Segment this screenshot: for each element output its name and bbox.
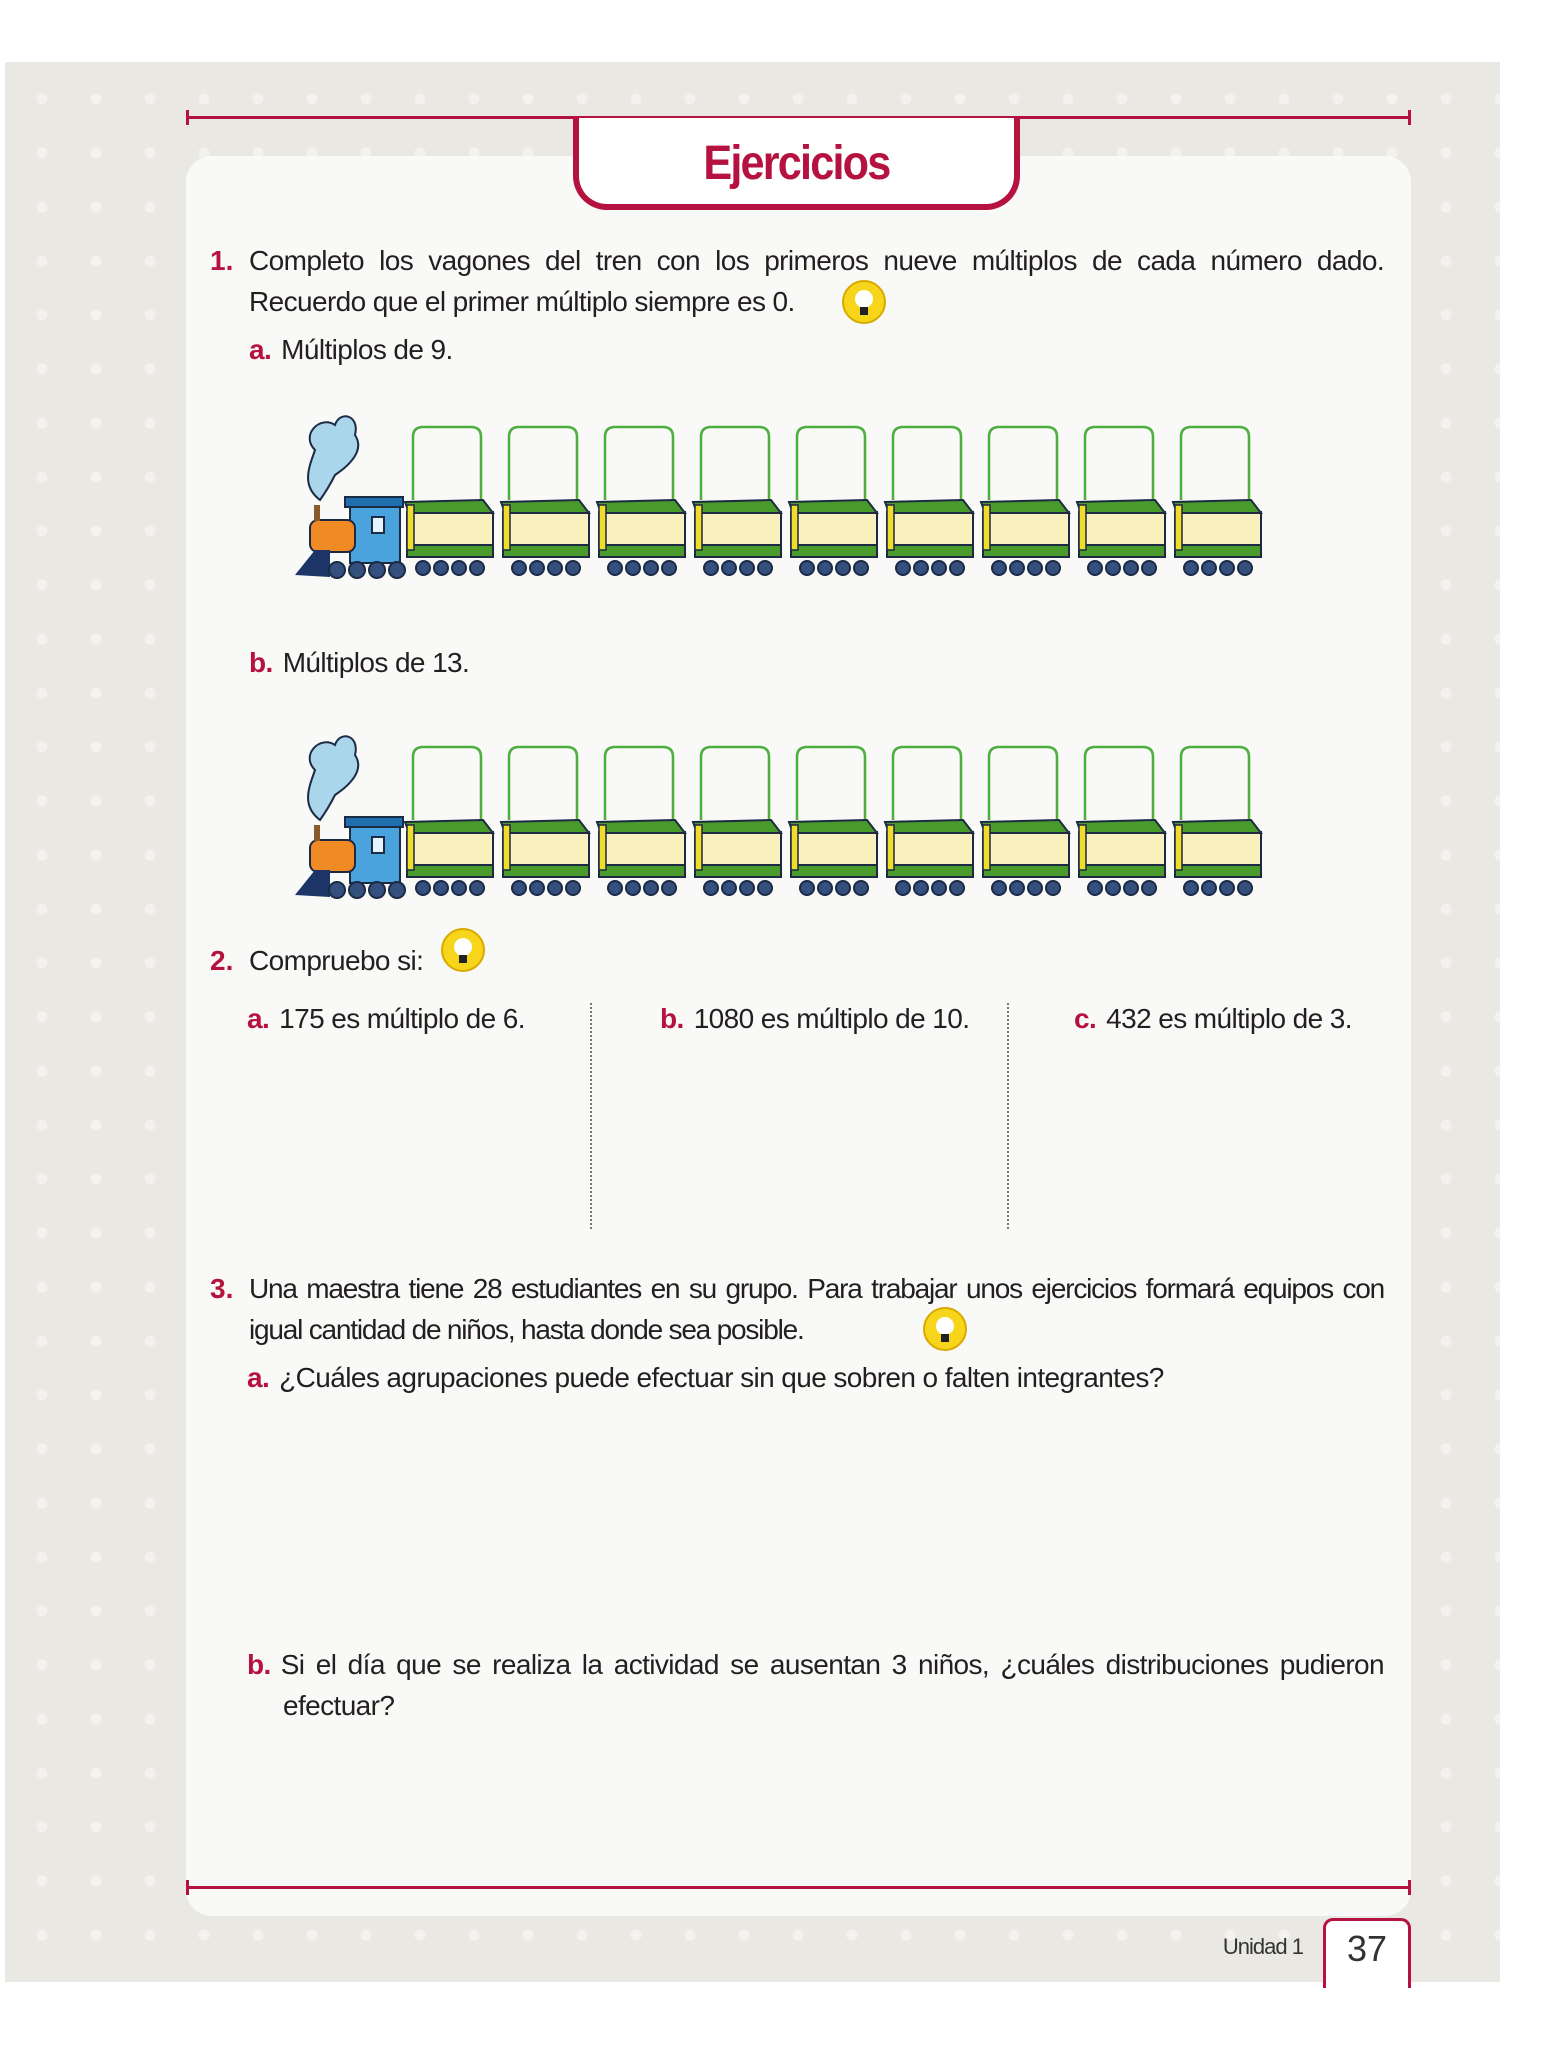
wagon	[405, 747, 493, 895]
wheel	[389, 882, 405, 898]
wheel	[644, 561, 658, 575]
wheel	[1238, 881, 1252, 895]
wheel	[389, 562, 405, 578]
answer-box	[797, 747, 865, 820]
wheel	[1238, 561, 1252, 575]
wheel	[434, 561, 448, 575]
wheel	[800, 561, 814, 575]
wheel	[329, 882, 345, 898]
wheel	[896, 561, 910, 575]
answer-box	[509, 427, 577, 500]
wheel	[704, 561, 718, 575]
q2a-text: 175 es múltiplo de 6.	[279, 1003, 525, 1034]
train-a	[280, 405, 1280, 585]
q3b	[247, 1644, 1384, 1726]
q2-number: 2.	[210, 945, 234, 976]
wheel	[1088, 881, 1102, 895]
lightbulb-icon	[841, 279, 887, 325]
wheel	[329, 562, 345, 578]
wheel	[1046, 561, 1060, 575]
wheel	[662, 561, 676, 575]
q1b-label: b.	[249, 647, 273, 678]
wheel	[992, 561, 1006, 575]
wagon	[981, 427, 1069, 575]
q1-number: 1.	[210, 245, 234, 276]
wheel	[1202, 881, 1216, 895]
wheel	[818, 881, 832, 895]
wheel	[1028, 881, 1042, 895]
wheel	[1142, 881, 1156, 895]
wheel	[932, 561, 946, 575]
q2a-label: a.	[247, 1003, 270, 1034]
bottom-divider	[186, 1886, 1411, 1889]
wheel	[1028, 561, 1042, 575]
q2b	[660, 998, 969, 1039]
wheel	[1184, 561, 1198, 575]
q2-text: Compruebo si:	[249, 945, 424, 976]
wheel	[512, 881, 526, 895]
wheel	[896, 881, 910, 895]
unit-label: Unidad 1	[1222, 1934, 1303, 1959]
wagon	[1173, 427, 1261, 575]
wheel	[416, 561, 430, 575]
wagon	[693, 427, 781, 575]
wheel	[626, 561, 640, 575]
wheel	[914, 561, 928, 575]
wheel	[740, 881, 754, 895]
wagon	[597, 427, 685, 575]
q2b-text: 1080 es múltiplo de 10.	[693, 1003, 970, 1034]
q1b	[249, 642, 469, 683]
wagon	[693, 747, 781, 895]
q3a-label: a.	[247, 1362, 270, 1393]
column-divider	[590, 1003, 592, 1229]
lightbulb-icon	[440, 927, 486, 973]
wheel	[740, 561, 754, 575]
wheel	[758, 881, 772, 895]
answer-box	[509, 747, 577, 820]
wagon	[885, 427, 973, 575]
wheel	[1184, 881, 1198, 895]
wagon	[597, 747, 685, 895]
answer-box	[605, 747, 673, 820]
q1b-text: Múltiplos de 13.	[282, 647, 470, 678]
wheel	[1106, 881, 1120, 895]
wheel	[608, 561, 622, 575]
wheel	[349, 562, 365, 578]
answer-box	[605, 427, 673, 500]
wheel	[1046, 881, 1060, 895]
wheel	[369, 882, 385, 898]
q1a-text: Múltiplos de 9.	[281, 334, 453, 365]
answer-box	[701, 427, 769, 500]
wheel	[1010, 561, 1024, 575]
answer-box	[1085, 427, 1153, 500]
wheel	[1010, 881, 1024, 895]
q3-text: Una maestra tiene 28 estudiantes en su grupo. Para trabajar unos ejercicios formará equipos con igual cantidad de niños, hasta donde sea posible.	[249, 1273, 1384, 1345]
wheel	[932, 881, 946, 895]
answer-box	[413, 747, 481, 820]
locomotive-icon	[295, 736, 405, 898]
q1a-label: a.	[249, 334, 272, 365]
wheel	[1124, 561, 1138, 575]
answer-box	[1181, 427, 1249, 500]
wheel	[1202, 561, 1216, 575]
wagon	[501, 427, 589, 575]
wheel	[416, 881, 430, 895]
wheel	[1106, 561, 1120, 575]
wheel	[1124, 881, 1138, 895]
wagon	[1077, 747, 1165, 895]
wheel	[800, 881, 814, 895]
wagon	[789, 747, 877, 895]
wheel	[758, 561, 772, 575]
answer-box	[797, 427, 865, 500]
wheel	[530, 881, 544, 895]
wagon	[981, 747, 1069, 895]
wheel	[548, 881, 562, 895]
train-b	[280, 725, 1280, 905]
wheel	[512, 561, 526, 575]
wheel	[548, 561, 562, 575]
answer-box	[413, 427, 481, 500]
wheel	[566, 881, 580, 895]
wagon	[1077, 427, 1165, 575]
wagon	[501, 747, 589, 895]
q2c-label: c.	[1074, 1003, 1097, 1034]
wheel	[722, 881, 736, 895]
wheel	[369, 562, 385, 578]
title-tab	[573, 118, 1020, 210]
answer-box	[1181, 747, 1249, 820]
wheel	[626, 881, 640, 895]
wheel	[950, 561, 964, 575]
wagon	[405, 427, 493, 575]
locomotive-icon	[295, 416, 405, 578]
wheel	[452, 561, 466, 575]
wheel	[1088, 561, 1102, 575]
answer-box	[989, 747, 1057, 820]
wheel	[530, 561, 544, 575]
wheel	[452, 881, 466, 895]
wheel	[722, 561, 736, 575]
wheel	[836, 561, 850, 575]
q1-text: Completo los vagones del tren con los primeros nueve múltiplos de cada número dado. Recuerdo que el primer múltiplo siempre es 0.	[249, 245, 1384, 317]
answer-box	[989, 427, 1057, 500]
wagon	[789, 427, 877, 575]
column-divider	[1007, 1003, 1009, 1229]
wheel	[349, 882, 365, 898]
wheel	[704, 881, 718, 895]
answer-box	[893, 747, 961, 820]
q1a	[249, 329, 453, 370]
wheel	[470, 561, 484, 575]
wheel	[470, 881, 484, 895]
wheel	[950, 881, 964, 895]
wheel	[434, 881, 448, 895]
wheel	[854, 881, 868, 895]
answer-box	[893, 427, 961, 500]
lightbulb-icon	[922, 1306, 968, 1352]
page-number: 37	[1323, 1918, 1411, 1988]
wagon	[1173, 747, 1261, 895]
wheel	[1142, 561, 1156, 575]
q2c-text: 432 es múltiplo de 3.	[1106, 1003, 1352, 1034]
wheel	[1220, 881, 1234, 895]
wheel	[836, 881, 850, 895]
q3a-text: ¿Cuáles agrupaciones puede efectuar sin que sobren o falten integrantes?	[279, 1362, 1164, 1393]
smoke	[308, 416, 358, 500]
wheel	[644, 881, 658, 895]
q3a	[247, 1357, 1164, 1398]
wheel	[608, 881, 622, 895]
page-title: Ejercicios	[703, 137, 890, 190]
q2c	[1074, 998, 1352, 1039]
wheel	[914, 881, 928, 895]
wheel	[854, 561, 868, 575]
q3-number: 3.	[210, 1273, 234, 1304]
wheel	[818, 561, 832, 575]
answer-box	[1085, 747, 1153, 820]
wagon	[885, 747, 973, 895]
wheel	[992, 881, 1006, 895]
q2a	[247, 998, 525, 1039]
wheel	[662, 881, 676, 895]
smoke	[308, 736, 358, 820]
q3b-label: b.	[247, 1649, 271, 1680]
q2b-label: b.	[660, 1003, 684, 1034]
wheel	[566, 561, 580, 575]
wheel	[1220, 561, 1234, 575]
q3b-text: Si el día que se realiza la actividad se ausentan 3 niños, ¿cuáles distribuciones pudieron efectuar?	[280, 1649, 1384, 1721]
answer-box	[701, 747, 769, 820]
